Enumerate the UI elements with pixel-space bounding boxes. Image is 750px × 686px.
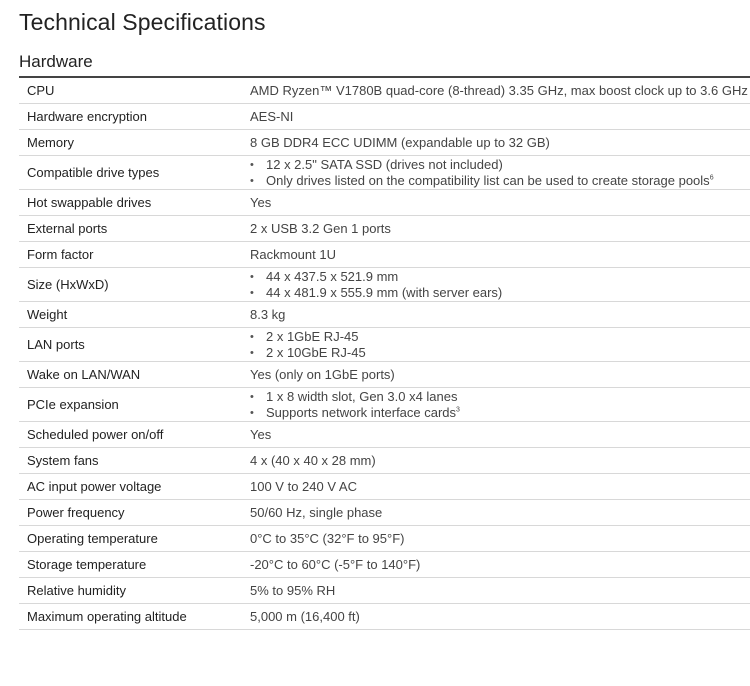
spec-label: System fans (19, 448, 237, 474)
spec-value: Yes (237, 190, 750, 216)
spec-row (19, 422, 750, 448)
spec-value: 8 GB DDR4 ECC UDIMM (expandable up to 32 GB) (237, 130, 750, 156)
spec-label: Scheduled power on/off (19, 422, 237, 448)
spec-value: 5,000 m (16,400 ft) (237, 604, 750, 630)
spec-row (19, 130, 750, 156)
specs-table (19, 78, 750, 630)
spec-label: Relative humidity (19, 578, 237, 604)
spec-value-text: Only drives listed on the compatibility list can be used to create storage pools (266, 172, 710, 188)
spec-label: External ports (19, 216, 237, 242)
spec-value: 5% to 95% RH (237, 578, 750, 604)
specs-table-body (19, 78, 750, 630)
spec-row (19, 500, 750, 526)
spec-value (237, 156, 750, 190)
spec-value-text: 2 x 10GbE RJ-45 (266, 344, 366, 360)
spec-value-list-item (250, 173, 750, 189)
spec-value-list-item (250, 329, 750, 345)
spec-label: Compatible drive types (19, 156, 237, 190)
spec-label: Storage temperature (19, 552, 237, 578)
spec-row (19, 362, 750, 388)
spec-row (19, 526, 750, 552)
spec-label: Size (HxWxD) (19, 268, 237, 302)
spec-label: Maximum operating altitude (19, 604, 237, 630)
spec-value: 2 x USB 3.2 Gen 1 ports (237, 216, 750, 242)
spec-value (237, 268, 750, 302)
section-heading-hardware: Hardware (19, 52, 93, 71)
spec-value-list-item (250, 157, 750, 173)
spec-row (19, 104, 750, 130)
spec-value-text: 44 x 437.5 x 521.9 mm (266, 268, 399, 284)
spec-value: 50/60 Hz, single phase (237, 500, 750, 526)
spec-value (237, 388, 750, 422)
spec-label: AC input power voltage (19, 474, 237, 500)
spec-label: Weight (19, 302, 237, 328)
spec-value: 8.3 kg (237, 302, 750, 328)
spec-value-list (250, 389, 750, 421)
spec-value-list (250, 157, 750, 189)
spec-row (19, 268, 750, 302)
spec-row (19, 302, 750, 328)
spec-value: AMD Ryzen™ V1780B quad-core (8-thread) 3.35 GHz, max boost clock up to 3.6 GHz (237, 78, 750, 104)
spec-label: LAN ports (19, 328, 237, 362)
spec-label: Memory (19, 130, 237, 156)
spec-value (237, 328, 750, 362)
spec-value-list-item (250, 269, 750, 285)
spec-row (19, 552, 750, 578)
spec-value: Yes (only on 1GbE ports) (237, 362, 750, 388)
footnote-marker: 3 (456, 406, 460, 414)
spec-value-text: 12 x 2.5" SATA SSD (drives not included) (266, 156, 503, 172)
spec-value: Yes (237, 422, 750, 448)
spec-value: 100 V to 240 V AC (237, 474, 750, 500)
spec-row (19, 190, 750, 216)
spec-value-text: 2 x 1GbE RJ-45 (266, 328, 359, 344)
spec-row (19, 242, 750, 268)
spec-value-list-item (250, 405, 750, 421)
spec-value: 0°C to 35°C (32°F to 95°F) (237, 526, 750, 552)
spec-label: PCIe expansion (19, 388, 237, 422)
spec-row (19, 604, 750, 630)
spec-row (19, 474, 750, 500)
spec-value-list (250, 329, 750, 361)
spec-value-text: Supports network interface cards (266, 404, 457, 420)
spec-value: -20°C to 60°C (-5°F to 140°F) (237, 552, 750, 578)
spec-row (19, 578, 750, 604)
spec-label: CPU (19, 78, 237, 104)
spec-row (19, 216, 750, 242)
spec-row (19, 328, 750, 362)
spec-row (19, 388, 750, 422)
spec-value: 4 x (40 x 40 x 28 mm) (237, 448, 750, 474)
spec-value: AES-NI (237, 104, 750, 130)
spec-label: Hardware encryption (19, 104, 237, 130)
spec-row (19, 78, 750, 104)
spec-value-list (250, 269, 750, 301)
spec-value-text: 44 x 481.9 x 555.9 mm (with server ears) (266, 284, 503, 300)
spec-label: Form factor (19, 242, 237, 268)
spec-row (19, 448, 750, 474)
spec-label: Hot swappable drives (19, 190, 237, 216)
spec-value-list-item (250, 285, 750, 301)
footnote-marker: 6 (709, 174, 714, 182)
spec-label: Operating temperature (19, 526, 237, 552)
spec-row (19, 156, 750, 190)
page-title: Technical Specifications (19, 9, 266, 35)
spec-label: Power frequency (19, 500, 237, 526)
spec-label: Wake on LAN/WAN (19, 362, 237, 388)
spec-value: Rackmount 1U (237, 242, 750, 268)
spec-value-list-item (250, 345, 750, 361)
spec-value-text: 1 x 8 width slot, Gen 3.0 x4 lanes (266, 388, 458, 404)
spec-value-list-item (250, 389, 750, 405)
